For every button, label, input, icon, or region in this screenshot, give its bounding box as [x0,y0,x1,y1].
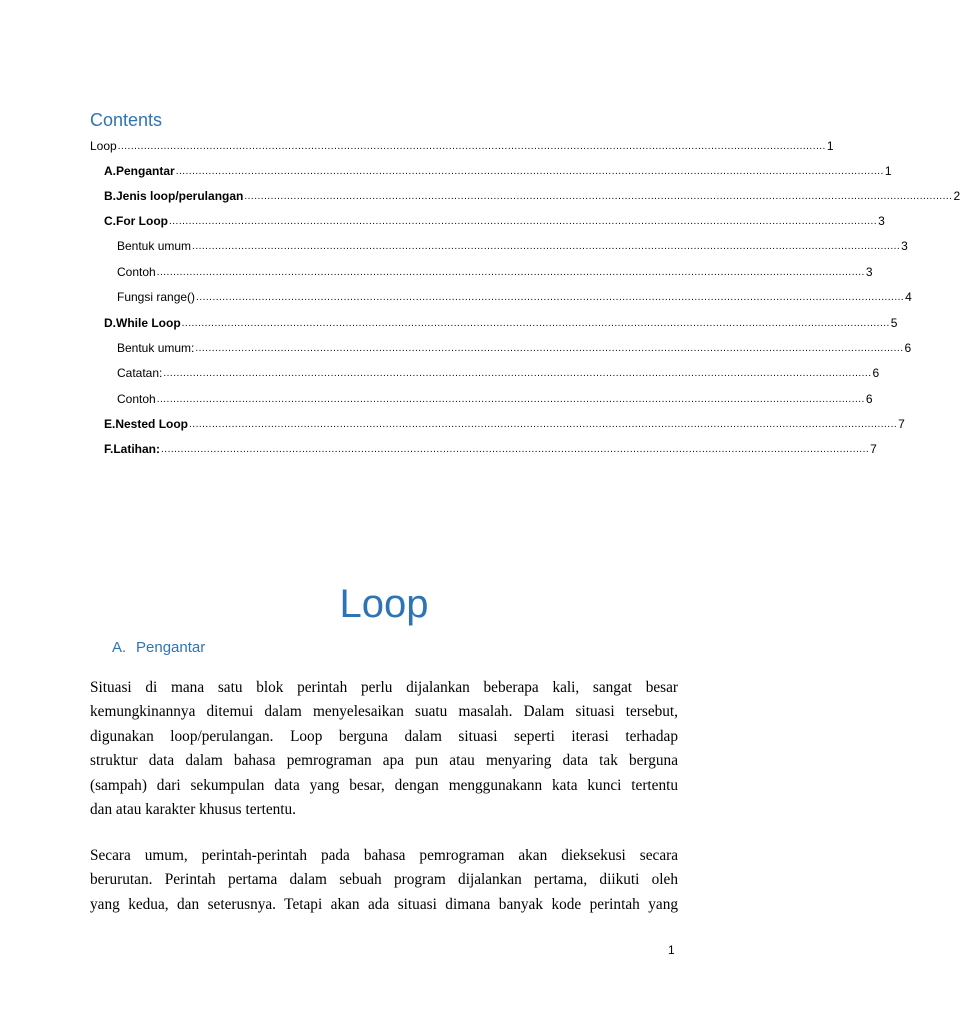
toc-entry-contoh-while[interactable] [117,388,873,406]
paragraph-line: Secara umum, perintah-perintah pada bahasa pemrograman akan dieksekusi secara [90,847,678,864]
paragraph-line: yang kedua, dan seterusnya. Tetapi akan ada situasi dimana banyak kode perintah yang [90,895,678,913]
toc-entry-label: Pengantar [116,164,175,178]
toc-title: Contents [90,110,163,130]
toc-entry-for-loop[interactable] [104,210,885,228]
toc-leader-dots: ........................................................................................................................................................................................................................ [195,343,904,354]
toc-entry-label: Bentuk umum [117,239,192,253]
toc-entry-page: 7 [898,417,905,431]
paragraph-line: struktur data dalam bahasa pemrograman apa pun atau menyaring data tak berguna [90,752,678,770]
paragraph-line: dan atau karakter khusus tertentu. [90,801,297,819]
toc-leader-dots: ........................................................................................................................................................................................................................ [189,419,898,430]
paragraph-line: berurutan. Perintah pertama dalam sebuah program dijalankan pertama, diikuti oleh [90,871,678,889]
toc-entry-label: Loop [90,139,117,153]
toc-entry-page: 7 [870,442,877,456]
paragraph-line: kemungkinannya ditemui dalam menyelesaikan suatu masalah. Dalam situasi tersebut, [90,703,678,721]
page-number: 1 [668,943,675,957]
toc-entry-label: For Loop [116,214,168,228]
toc-entry-loop[interactable] [90,135,834,153]
toc-entry-page: 1 [826,139,834,153]
document-title: Loop [339,582,429,626]
section-title: Pengantar [136,639,206,656]
toc-entry-label: Contoh [117,265,156,279]
paragraph-line: (sampah) dari sekumpulan data yang besar, dengan menggunakann kata kunci tertentu [90,776,678,794]
toc-entry-label: Bentuk umum: [117,341,195,355]
toc-entry-page: 3 [901,239,908,253]
toc-leader-dots: ........................................................................................................................................................................................................................ [117,141,826,152]
toc-entry-fungsi-range[interactable] [117,286,912,304]
section-number: A. [112,639,127,656]
toc-entry-label: Catatan: [117,366,163,380]
toc-leader-dots: ........................................................................................................................................................................................................................ [244,191,953,202]
toc-entry-label: Nested Loop [115,417,189,431]
toc-leader-dots: ........................................................................................................................................................................................................................ [161,444,870,455]
toc-leader-dots: ........................................................................................................................................................................................................................ [181,318,890,329]
toc-entry-page: 1 [884,164,892,178]
paragraph-line: Situasi di mana satu blok perintah perlu dijalankan beberapa kali, sangat besar [90,679,678,696]
toc-entry-page: 5 [890,316,898,330]
toc-entry-jenis-loop[interactable] [104,185,960,203]
toc-entry-page: 6 [872,366,880,380]
toc-entry-number: F. [104,442,114,456]
toc-entry-label: Latihan: [113,442,161,456]
toc-entry-catatan[interactable] [117,362,880,380]
toc-entry-page: 3 [878,214,885,228]
toc-entry-nested-loop[interactable] [104,413,905,431]
toc-leader-dots: ........................................................................................................................................................................................................................ [156,267,865,278]
toc-entry-page: 2 [953,189,960,203]
toc-entry-page: 3 [865,265,873,279]
toc-entry-page: 6 [904,341,912,355]
paragraph-line: digunakan loop/perulangan. Loop berguna dalam situasi seperti iterasi terhadap [90,727,678,745]
toc-leader-dots: ........................................................................................................................................................................................................................ [163,368,872,379]
toc-entry-label: Fungsi range() [117,290,196,304]
toc-entry-latihan[interactable] [104,438,877,456]
toc-entry-contoh[interactable] [117,261,873,279]
toc-entry-number: D. [104,316,116,330]
toc-entry-number: A. [104,164,116,178]
section-heading [112,639,205,656]
toc-leader-dots: ........................................................................................................................................................................................................................ [156,394,865,405]
toc-leader-dots: ........................................................................................................................................................................................................................ [175,166,884,177]
toc-entry-number: B. [104,189,116,203]
toc-entry-label: Jenis loop/perulangan [116,189,244,203]
toc-entry-page: 6 [865,392,873,406]
toc-entry-while-loop[interactable] [104,312,898,330]
toc-entry-label: Contoh [117,392,156,406]
toc-entry-page: 4 [905,290,912,304]
toc-entry-bentuk-umum[interactable] [117,235,908,253]
body-paragraph-2 [90,844,678,917]
toc-leader-dots: ........................................................................................................................................................................................................................ [192,241,901,252]
toc-entry-bentuk-umum-while[interactable] [117,337,912,355]
toc-entry-number: E. [104,417,116,431]
toc-entry-number: C. [104,214,116,228]
toc-leader-dots: ........................................................................................................................................................................................................................ [168,216,878,227]
body-paragraph-1 [90,676,678,822]
toc-entry-pengantar[interactable] [104,160,892,178]
toc-entry-label: While Loop [116,316,181,330]
toc-leader-dots: ........................................................................................................................................................................................................................ [196,292,905,303]
